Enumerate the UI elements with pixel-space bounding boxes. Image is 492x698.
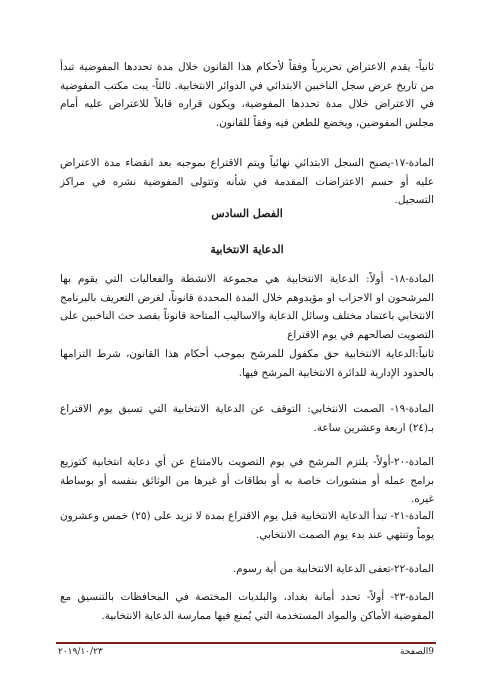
paragraph-objection-procedure: ثانياً- يقدم الاعتراض تحريرياً وفقاً لأحكام هذا القانون خلال مدة تحددها المفوضية تبدأ من تاريخ عرض سجل الناخبين الابتدائي في الدوائر الانتخابية. ثالثاً- يبت مكتب المفوضية في الاعتراض خلال مدة تحددها المفوضية، ويكون قراره قابلاً للاعتراض عليه أمام مجلس المفوضين، ويخضع للطعن فيه وفقاً للقانون. xyxy=(60,61,434,129)
paragraph-article-21: المادة-٢١- تبدأ الدعاية الانتخابية قبل يوم الاقتراع بمدة لا تزيد على (٢٥) خمس وعشرون يوماً وتنتهي عند بدء يوم الصمت الانتخابي. xyxy=(60,510,434,541)
paragraph-article-20: المادة-٢٠-أولاً- يلتزم المرشح في يوم التصويت بالامتناع عن أي دعاية انتخابية كتوزيع برامج عمله أو منشورات خاصة به أو بطاقات أو غيرها من الوثائق بنفسه أو بوساطة غيره. xyxy=(60,456,434,505)
paragraph-article-17: المادة-١٧-يصبح السجل الابتدائي نهائياً ويتم الاقتراع بموجبه بعد انقضاء مدة الاعتراض عليه أو حسم الاعتراضات المقدمة في شأنه وتتولى المفوضية نشره في مراكز التسجيل. xyxy=(60,157,434,206)
paragraph-article-19: المادة-١٩- الصمت الانتخابي: التوقف عن الدعاية الانتخابية التي تسبق يوم الاقتراع بـ(٢٤) اربعة وعشرين ساعة. xyxy=(60,403,434,434)
chapter-title: الفصل السادس xyxy=(211,207,283,220)
footer-divider xyxy=(56,642,436,644)
paragraph-article-23: المادة-٢٣- أولاً- تحدد أمانة بغداد، والبلديات المختصة في المحافظات بالتنسيق مع المفوضية الأماكن والمواد المستخدمة التي يُمنع فيها ممارسة الدعاية الانتخابية. xyxy=(60,591,434,622)
section-title: الدعاية الانتخابية xyxy=(210,243,284,256)
paragraph-article-22: المادة-٢٢-تعفى الدعاية الانتخابية من أية رسوم. xyxy=(232,563,434,575)
paragraph-article-18-second: ثانياً:الدعاية الانتخابية حق مكفول للمرشح بموجب أحكام هذا القانون، شرط التزامها بالحدود الإدارية للدائرة الانتخابية المرشح فيها. xyxy=(60,348,434,379)
paragraph-article-18: المادة-١٨- أولاً: الدعاية الانتخابية هي مجموعة الانشطة والفعاليات التي يقوم بها المرشحون او الاحزاب او مؤيدوهم خلال المدة المحددة قانوناً، لغرض التعريف بالبرنامج الانتخابي باعتماد مختلف وسائل الدعاية والاساليب المتاحة قانوناً بقصد حث الناخبين على التصويت لصالحهم في يوم الاقتراع xyxy=(60,273,434,341)
page-number: 9الصفحة xyxy=(400,647,434,657)
footer-date: ٢٠١٩/١٠/٢٣ xyxy=(58,647,103,657)
